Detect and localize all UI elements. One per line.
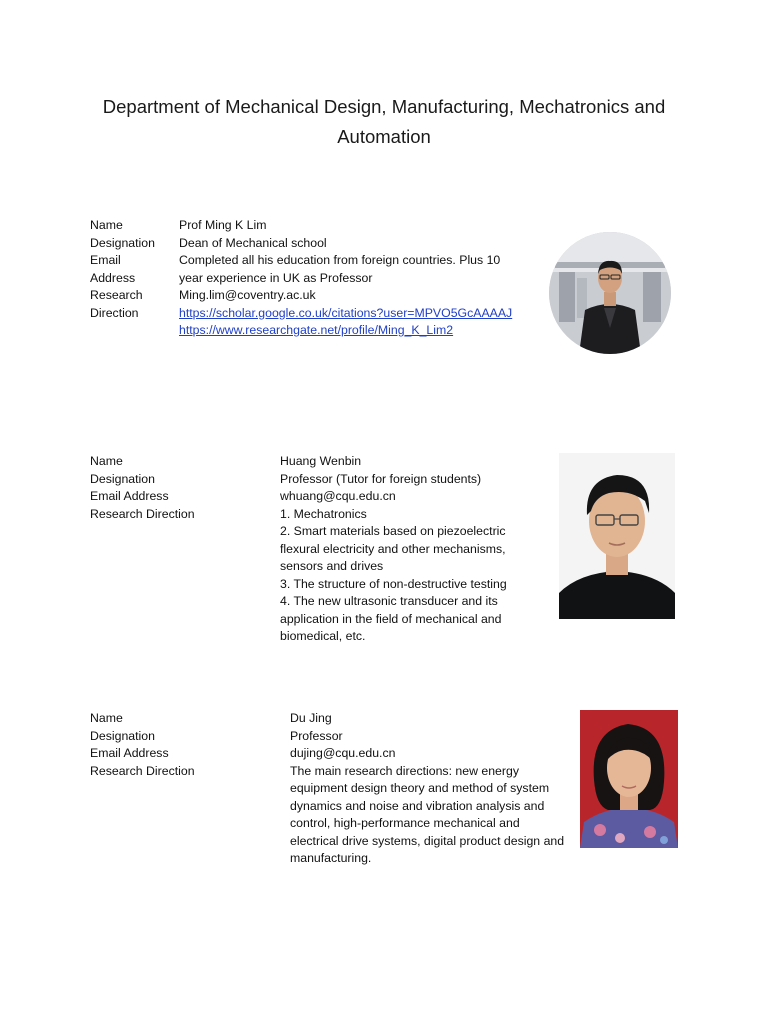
person-name: Prof Ming K Lim xyxy=(179,218,267,232)
field-labels xyxy=(90,217,176,322)
portrait-photo-art xyxy=(559,453,675,619)
page-title: Department of Mechanical Design, Manufacturing, Mechatronics and Automation xyxy=(102,96,666,147)
label-research-direction: Research Direction xyxy=(90,763,195,778)
research-item: 3. The structure of non-destructive testing xyxy=(280,576,507,591)
label-email-address: Email Address xyxy=(90,746,169,760)
label-name: Name xyxy=(90,454,123,468)
person-name: Du Jing xyxy=(290,711,332,725)
portrait-photo xyxy=(549,232,671,354)
label-designation: Designation xyxy=(90,471,155,486)
portrait-photo xyxy=(559,453,675,619)
portrait-photo xyxy=(580,710,678,848)
label-designation: Designation xyxy=(90,235,155,250)
label-designation: Designation xyxy=(90,728,155,743)
portrait-photo-art xyxy=(580,710,678,848)
google-scholar-link[interactable]: https://scholar.google.co.uk/citations?user=MPVO5GcAAAAJ xyxy=(179,305,513,320)
field-values xyxy=(179,217,529,340)
portrait-photo-art xyxy=(549,232,671,354)
label-name: Name xyxy=(90,711,123,725)
label-email: Email xyxy=(90,253,121,267)
field-labels xyxy=(90,710,280,780)
person-bio-line-1: Completed all his education from foreign countries. Plus 10 xyxy=(179,253,501,267)
person-bio-line-2: year experience in UK as Professor xyxy=(179,270,373,285)
label-address: Address xyxy=(90,270,136,285)
field-labels xyxy=(90,453,270,523)
label-research: Research xyxy=(90,288,143,302)
person-designation: Dean of Mechanical school xyxy=(179,235,327,250)
person-designation: Professor (Tutor for foreign students) xyxy=(280,471,482,486)
research-item: 4. The new ultrasonic transducer and its application in the field of mechanical and biomedical, etc. xyxy=(280,594,502,643)
research-item: 2. Smart materials based on piezoelectric flexural electricity and other mechanisms, sensors and drives xyxy=(280,524,506,573)
person-email: Ming.lim@coventry.ac.uk xyxy=(179,288,316,302)
research-item: 1. Mechatronics xyxy=(280,506,367,521)
field-values xyxy=(290,710,566,868)
research-description: The main research directions: new energy equipment design theory and method of system dynamics and noise and vibration analysis and control, high-performance mechanical and electrical drive systems, digital product design and manufacturing. xyxy=(290,763,565,865)
person-email: whuang@cqu.edu.cn xyxy=(280,489,396,503)
field-values xyxy=(280,453,525,646)
label-name: Name xyxy=(90,218,123,232)
label-direction: Direction xyxy=(90,305,139,320)
person-email: dujing@cqu.edu.cn xyxy=(290,746,396,760)
person-name: Huang Wenbin xyxy=(280,454,362,468)
label-email-address: Email Address xyxy=(90,489,169,503)
label-research-direction: Research Direction xyxy=(90,506,195,521)
person-designation: Professor xyxy=(290,728,343,743)
researchgate-link[interactable]: https://www.researchgate.net/profile/Ming_K_Lim2 xyxy=(179,323,454,337)
